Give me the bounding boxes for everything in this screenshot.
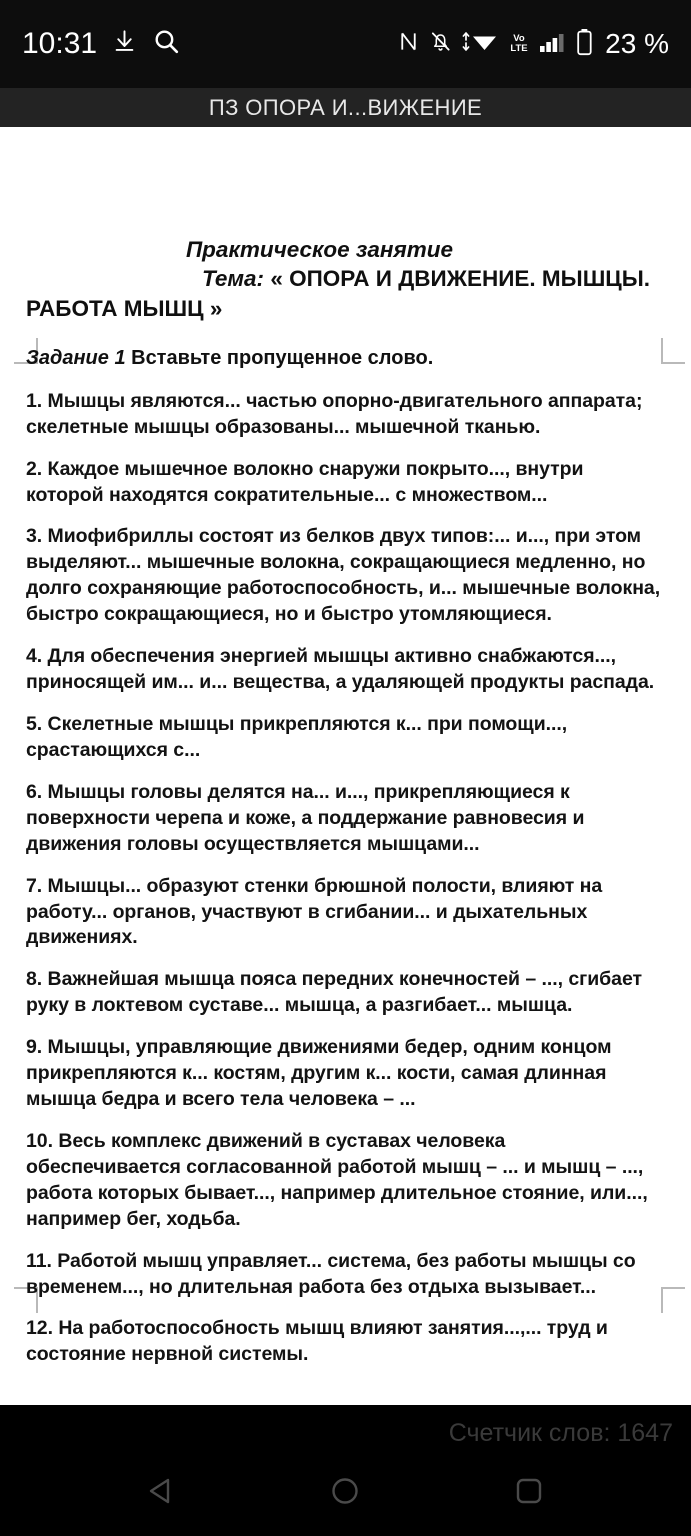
question-item-5: 5. Скелетные мышцы прикрепляются к... при помощи..., срастающихся с... xyxy=(26,712,568,761)
home-circle-icon xyxy=(326,1472,364,1515)
question-item-9: 9. Мышцы, управляющие движениями бедер, одним концом прикрепляются к... костям, другим к... кости, самая длинная мышца бедра и всего тела человека – ... xyxy=(26,1036,612,1111)
task-number: Задание 1 xyxy=(26,346,126,369)
question-item-12: 12. На работоспособность мышц влияют занятия...,... труд и состояние нервной системы. xyxy=(26,1317,608,1366)
svg-text:Vo: Vo xyxy=(513,32,525,44)
question-item-4: 4. Для обеспечения энергией мышцы активно снабжаются..., приносящей им... и... вещества, а удаляющей продукты распада. xyxy=(26,645,655,694)
heading-topic-label: Тема: xyxy=(202,266,265,292)
recents-square-icon xyxy=(510,1472,548,1515)
word-count-label: Счетчик слов: 1647 xyxy=(448,1419,673,1447)
nav-home-button[interactable] xyxy=(310,1463,380,1523)
question-item-3: 3. Миофибриллы состоят из белков двух типов:... и..., при этом выделяют... мышечные волокна, сокращающиеся медленно, но долго сохраняющие работоспособность, и... мышечные волокна, быстро сокращающиеся, но и быстро утомляющиеся. xyxy=(26,525,661,626)
question-item-1: 1. Мышцы являются... частью опорно-двигательного аппарата; скелетные мышцы образованы... мышечной тканью. xyxy=(26,389,643,438)
signal-bars-icon xyxy=(539,30,567,59)
nav-back-button[interactable] xyxy=(127,1463,197,1523)
question-item-10: 10. Весь комплекс движений в суставах человека обеспечивается согласованной работой мышц – ... и мышц – ..., работа которых бывает..., например длительное стояние, или..., например бег, ходьба. xyxy=(26,1129,648,1230)
status-bar-left xyxy=(22,27,181,61)
document-body xyxy=(0,127,691,1368)
question-item-11: 11. Работой мышц управляет... система, без работы мышцы со временем..., но длительная работа без отдыха вызывает... xyxy=(26,1249,636,1298)
search-icon[interactable] xyxy=(152,27,181,61)
wifi-icon xyxy=(461,29,499,59)
task-instruction: Вставьте пропущенное слово. xyxy=(125,346,434,369)
heading-topic-text: « ОПОРА И ДВИЖЕНИЕ. МЫШЦЫ. xyxy=(264,266,651,292)
back-triangle-icon xyxy=(143,1472,181,1515)
svg-text:LTE: LTE xyxy=(510,42,528,54)
question-item-2: 2. Каждое мышечное волокно снаружи покрыто..., внутри которой находятся сократительные... с множеством... xyxy=(26,457,584,506)
battery-percent-label: 23 % xyxy=(605,28,669,59)
document-title: ПЗ ОПОРА И...ВИЖЕНИЕ xyxy=(208,94,483,120)
app-title-bar xyxy=(0,88,691,127)
download-icon xyxy=(111,28,138,60)
status-bar xyxy=(0,0,691,88)
volte-icon xyxy=(508,30,530,59)
nav-recents-button[interactable] xyxy=(494,1463,564,1523)
navigation-bar xyxy=(0,1450,691,1536)
question-item-7: 7. Мышцы... образуют стенки брюшной полости, влияют на работу... органов, участвуют в сгибании... и дыхательных движениях. xyxy=(26,874,603,949)
document-page[interactable] xyxy=(0,127,691,1405)
question-item-6: 6. Мышцы головы делятся на... и..., прикрепляющиеся к поверхности черепа и коже, а поддержание равновесия и движения головы осуществляется мышцами... xyxy=(26,780,585,855)
heading-line-practical: Практическое занятие xyxy=(186,237,454,262)
heading-line-topic-cont: РАБОТА МЫШЦ » xyxy=(26,295,223,321)
status-bar-right xyxy=(397,28,669,61)
word-count-bar xyxy=(0,1405,691,1450)
bell-muted-icon xyxy=(429,30,452,58)
question-item-8: 8. Важнейшая мышца пояса передних конечностей – ..., сгибает руку в локтевом суставе... мышца, а разгибает... мышца. xyxy=(26,968,642,1017)
nfc-icon xyxy=(397,30,420,58)
task-line xyxy=(26,345,665,371)
status-clock: 10:31 xyxy=(22,27,98,60)
document-heading xyxy=(26,235,665,323)
heading-line-topic xyxy=(26,264,665,293)
battery-icon xyxy=(576,28,593,61)
